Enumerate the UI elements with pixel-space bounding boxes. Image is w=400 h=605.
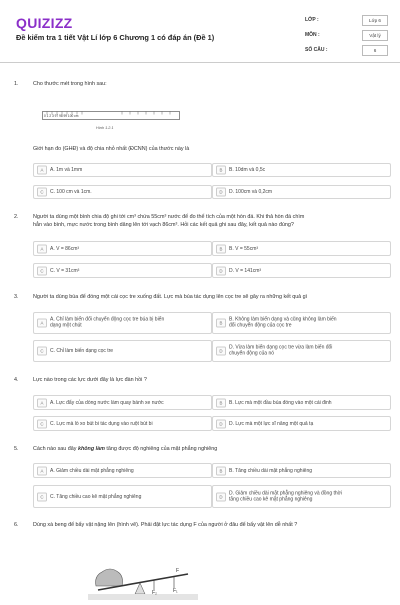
figure-caption: Hình 1.2.1 (96, 126, 114, 130)
option-text: B. V = 55cm³ (229, 245, 259, 252)
question-text (33, 446, 388, 453)
option-letter: D (216, 266, 226, 275)
option-text (229, 317, 337, 330)
question-text-emphasis: không làm (77, 446, 105, 452)
option-text (229, 490, 342, 503)
question-number: 4. (14, 377, 19, 383)
option-letter: D (216, 419, 226, 428)
question-text-line: Người ta dùng một bình chia độ ghi tới cm³ chứa 55cm³ nước để đo thể tích của một hòn đá. Khi thả hòn đá chìm (33, 214, 305, 220)
meta-subject-value: Vật lý (362, 30, 388, 41)
option-letter: A (37, 319, 47, 328)
option-letter: A (37, 466, 47, 475)
force-label-f1: F₁ (173, 588, 178, 594)
option-b[interactable] (212, 395, 391, 410)
option-text: B. Tăng chiều dài mặt phẳng nghiêng (229, 467, 313, 474)
option-text-line: dạng một chút (50, 323, 82, 329)
meta-class-value: Lớp 6 (362, 15, 388, 26)
header-divider (0, 62, 400, 63)
option-text: B. Lực mà một đầu búa đóng vào một cái đinh (229, 399, 332, 406)
option-b[interactable] (212, 163, 391, 177)
option-c[interactable] (33, 340, 212, 362)
option-text-line: B. Không làm biến dạng và cũng không làm biến (229, 316, 337, 323)
meta-count-value: 6 (362, 45, 388, 56)
quizizz-logo: QUIZIZZ (16, 15, 73, 31)
question-number: 2. (14, 214, 19, 220)
option-letter: B (216, 166, 226, 175)
meta-subject-label: MÔN : (305, 32, 320, 38)
option-c[interactable] (33, 263, 212, 278)
option-letter: A (37, 166, 47, 175)
question-text-post: tăng được độ nghiêng của mặt phẳng nghiêng (104, 446, 218, 452)
option-letter: C (37, 347, 47, 356)
question-number: 1. (14, 81, 19, 87)
meta-class-label: LỚP : (305, 17, 319, 23)
option-letter: A (37, 398, 47, 407)
option-letter: C (37, 188, 47, 197)
option-text (229, 345, 332, 358)
option-b[interactable] (212, 241, 391, 256)
option-letter: D (216, 492, 226, 501)
option-c[interactable] (33, 485, 212, 508)
option-d[interactable] (212, 263, 391, 278)
option-b[interactable] (212, 463, 391, 478)
option-text: C. Chỉ làm biến dạng cọc tre (50, 347, 114, 354)
option-text: C. V = 31cm³ (50, 267, 80, 274)
option-letter: C (37, 266, 47, 275)
option-a[interactable] (33, 463, 212, 478)
option-letter: B (216, 319, 226, 328)
option-c[interactable] (33, 185, 212, 199)
lever-figure (88, 556, 198, 600)
force-label-f: F (176, 568, 180, 574)
question-number: 6. (14, 522, 19, 528)
option-letter: B (216, 466, 226, 475)
option-c[interactable] (33, 416, 212, 431)
question-text: Cho thước mét trong hình sau: (33, 81, 107, 87)
option-letter: D (216, 347, 226, 356)
option-b[interactable] (212, 312, 391, 334)
option-a[interactable] (33, 163, 212, 177)
option-text: A. 1m và 1mm (50, 166, 83, 173)
ruler-marks: 0 1 2 3 97 98 99 100 cm (44, 114, 79, 118)
option-text: B. 10dm và 0,5c (229, 166, 266, 173)
option-letter: D (216, 188, 226, 197)
question-subtext: Giới hạn đo (GHĐ) và độ chia nhỏ nhất (ĐCNN) của thước này là (33, 146, 190, 152)
option-d[interactable] (212, 416, 391, 431)
option-a[interactable] (33, 395, 212, 410)
option-d[interactable] (212, 485, 391, 508)
option-text: A. V = 86cm³ (50, 245, 80, 252)
option-text-line: chuyển động của nó (229, 351, 275, 357)
question-number: 5. (14, 446, 19, 452)
option-text: A. Lực đẩy của dòng nước làm quay bánh xe nước (50, 399, 164, 406)
option-letter: C (37, 492, 47, 501)
page-title: Đề kiểm tra 1 tiết Vật Lí lớp 6 Chương 1 có đáp án (Đề 1) (16, 33, 215, 42)
option-text-line: đổi chuyển động của cọc tre (229, 323, 292, 329)
question-text: Lực nào trong các lực dưới đây là lực đàn hồi ? (33, 377, 147, 383)
question-text-line: hẳn vào bình, mực nước trong bình dâng lên tới vạch 86cm³. Hỏi các kết quả ghi sau đây, kết quả nào đúng? (33, 222, 294, 228)
option-letter: B (216, 398, 226, 407)
option-text: D. Lực mà một lực sĩ nâng một quả tạ (229, 420, 314, 427)
question-text: Dùng xà beng để bẩy vật nặng lên (hình vẽ). Phải đặt lực tác dụng F của người ở đâu để bẩy vật lên dễ nhất ? (33, 522, 298, 528)
option-letter: A (37, 244, 47, 253)
option-text: D. 100cm và 0,2cm (229, 188, 273, 195)
option-a[interactable] (33, 241, 212, 256)
option-text-line: A. Chỉ làm biến đổi chuyển động cọc tre búa bị biến (50, 316, 165, 323)
force-label-f2: F₂ (152, 590, 157, 596)
option-text-line: D. Giảm chiều dài mặt phẳng nghiêng và đồng thời (229, 490, 343, 497)
option-text: C. 100 cm và 1cm. (50, 188, 92, 195)
option-d[interactable] (212, 340, 391, 362)
option-text (50, 317, 164, 330)
question-number: 3. (14, 294, 19, 300)
question-text: Người ta dùng búa để đóng một cái cọc tre xuống đất. Lực mà búa tác dụng lên cọc tre sẽ gây ra những kết quả gì (33, 294, 308, 300)
option-letter: C (37, 419, 47, 428)
option-text: C. Tăng chiều cao kê mặt phẳng nghiêng (50, 493, 142, 500)
option-a[interactable] (33, 312, 212, 334)
option-text: C. Lực mà lò xo bút bi tác dụng vào ruột bút bi (50, 420, 153, 427)
option-text-line: D. Vừa làm biến dạng cọc tre vừa làm biến đổi (229, 344, 333, 351)
option-text: A. Giảm chiều dài mặt phẳng nghiêng (50, 467, 134, 474)
option-letter: B (216, 244, 226, 253)
question-text-pre: Cách nào sau đây (33, 446, 78, 452)
meta-count-label: SỐ CÂU : (305, 47, 328, 53)
option-text-line: tăng chiều cao kê mặt phẳng nghiêng (229, 496, 313, 503)
option-d[interactable] (212, 185, 391, 199)
option-text: D. V = 141cm³ (229, 267, 262, 274)
